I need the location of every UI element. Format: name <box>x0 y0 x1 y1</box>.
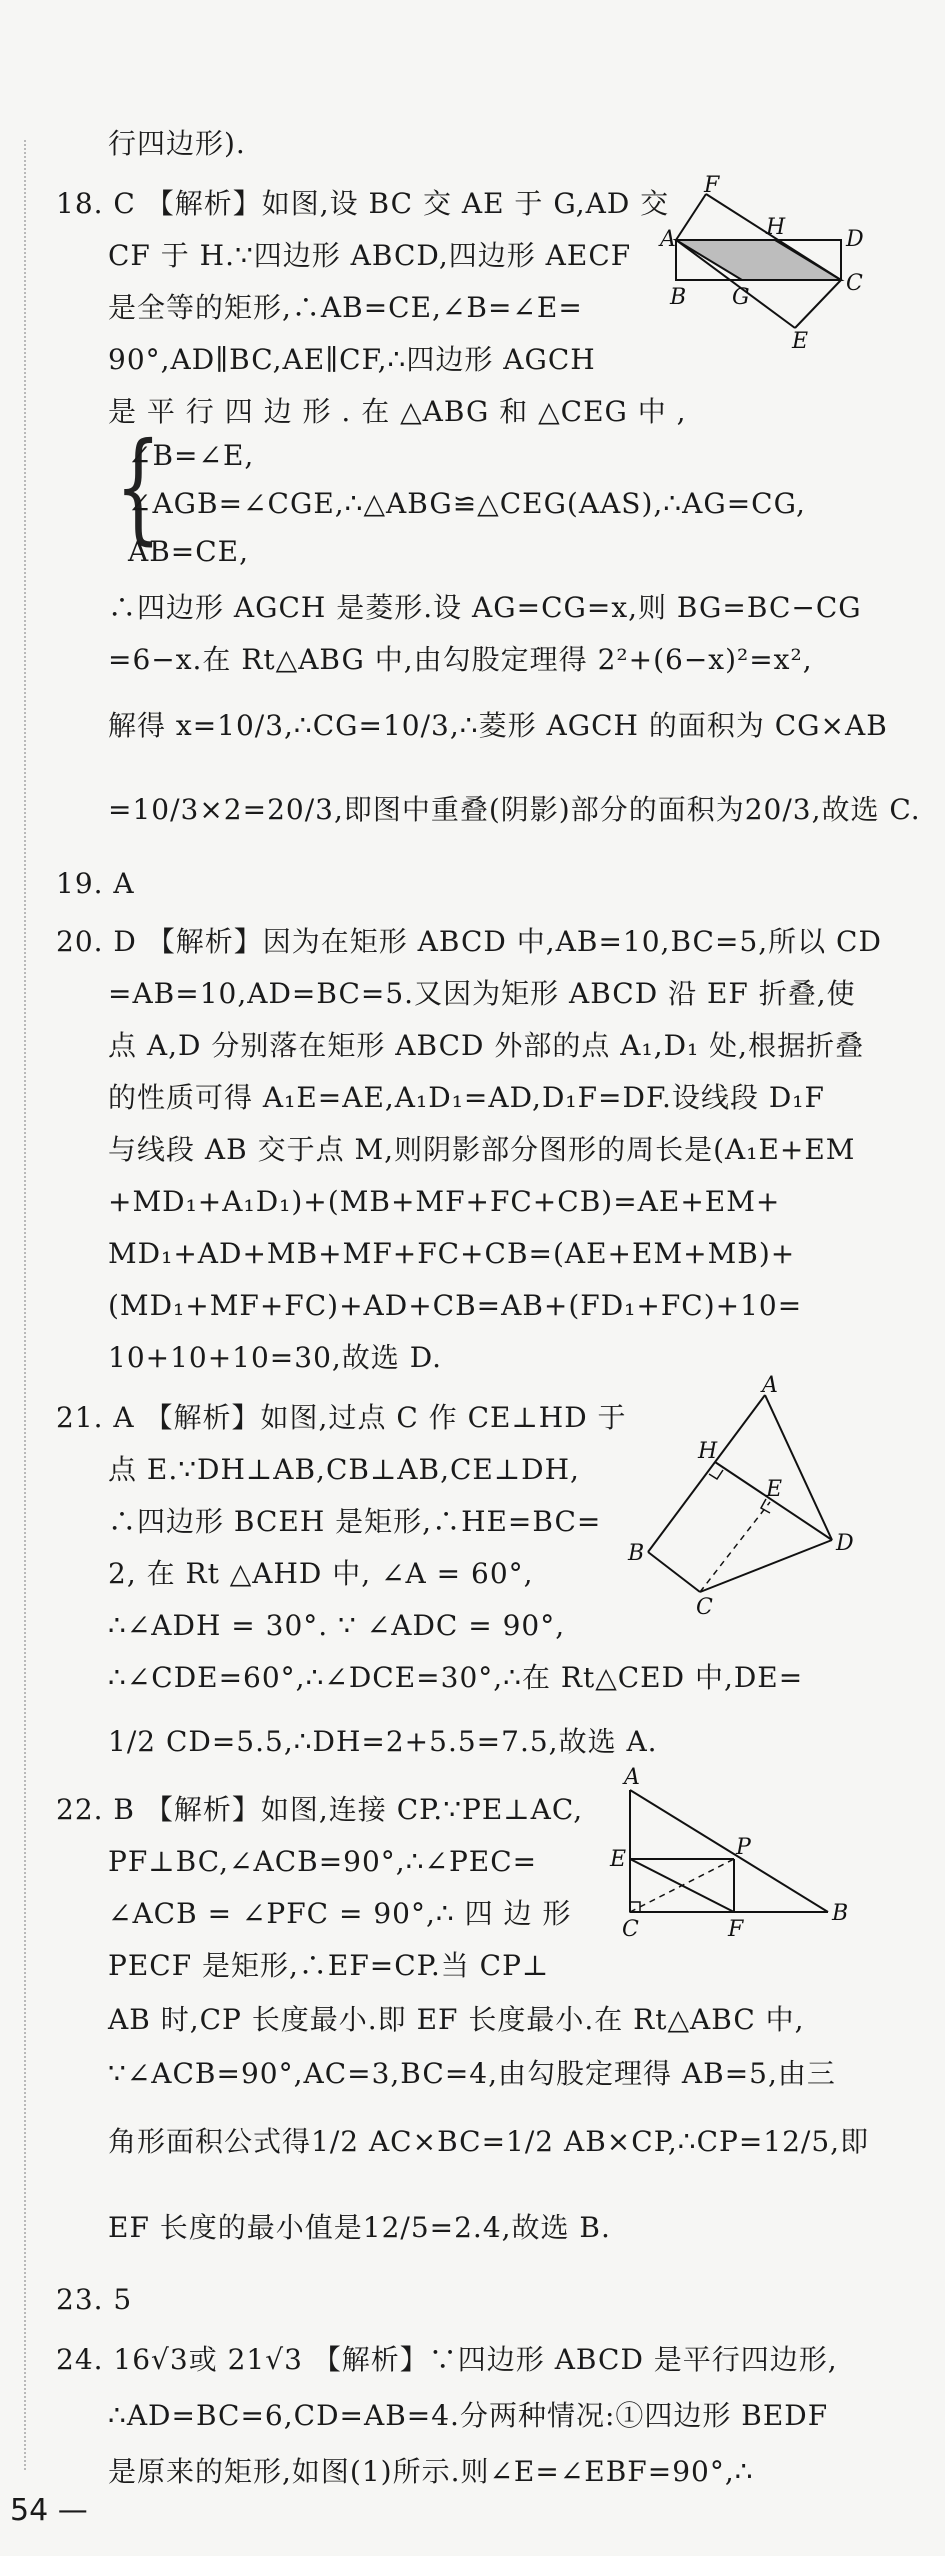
q18-system-line: ∠AGB=∠CGE,∴△ABG≌△CEG(AAS),∴AG=CG, <box>128 487 806 520</box>
q22-line: ∠ACB = ∠PFC = 90°,∴ 四 边 形 <box>108 1897 572 1930</box>
q20-line: 点 A,D 分别落在矩形 ABCD 外部的点 A₁,D₁ 处,根据折叠 <box>108 1029 865 1062</box>
binding-margin-line <box>24 140 26 2470</box>
q22-line: AB 时,CP 长度最小.即 EF 长度最小.在 Rt△ABC 中, <box>108 2003 805 2036</box>
q22-line: EF 长度的最小值是12/5=2.4,故选 B. <box>108 2211 611 2244</box>
q18-line: 是全等的矩形,∴AB=CE,∠B=∠E= <box>108 291 583 324</box>
fig18-label: E <box>792 329 809 354</box>
q24-line: 是原来的矩形,如图(1)所示.则∠E=∠EBF=90°,∴ <box>108 2455 754 2488</box>
figure-q22 <box>600 1765 860 1945</box>
q22-line: ∵∠ACB=90°,AC=3,BC=4,由勾股定理得 AB=5,由三 <box>108 2057 836 2090</box>
q18-line: ∴四边形 AGCH 是菱形.设 AG=CG=x,则 BG=BC−CG <box>108 591 862 624</box>
q18-line: =6−x.在 Rt△ABG 中,由勾股定理得 2²+(6−x)²=x², <box>108 643 813 676</box>
q21-line: ∴∠ADH = 30°. ∵ ∠ADC = 90°, <box>108 1609 566 1642</box>
q22-line: PF⊥BC,∠ACB=90°,∴∠PEC= <box>108 1845 538 1878</box>
fig22-label: E <box>610 1847 627 1872</box>
q24-line: ∴AD=BC=6,CD=AB=4.分两种情况:①四边形 BEDF <box>108 2399 829 2432</box>
fig18-label: A <box>660 227 676 252</box>
q18-system-line: AB=CE, <box>128 535 250 568</box>
fig21-label: E <box>766 1477 783 1502</box>
fig18-label: H <box>766 215 786 240</box>
q21-line: 2, 在 Rt △AHD 中, ∠A = 60°, <box>108 1557 534 1590</box>
q20-line: 的性质可得 A₁E=AE,A₁D₁=AD,D₁F=DF.设线段 D₁F <box>108 1081 825 1114</box>
figure-q21 <box>620 1373 860 1620</box>
q21-line: ∴∠CDE=60°,∴∠DCE=30°,∴在 Rt△CED 中,DE= <box>108 1661 804 1694</box>
fig21-label: C <box>696 1595 713 1620</box>
fig22-label: B <box>832 1901 849 1926</box>
q20-line: 20. D 【解析】因为在矩形 ABCD 中,AB=10,BC=5,所以 CD <box>56 925 882 958</box>
fig21-label: B <box>628 1541 645 1566</box>
figure-q18 <box>660 173 864 355</box>
q18-line: 解得 x=10/3,∴CG=10/3,∴菱形 AGCH 的面积为 CG×AB <box>108 709 888 742</box>
q20-line: (MD₁+MF+FC)+AD+CB=AB+(FD₁+FC)+10= <box>108 1289 803 1322</box>
q21-line: 21. A 【解析】如图,过点 C 作 CE⊥HD 于 <box>56 1401 627 1434</box>
fig18-label: D <box>846 227 864 252</box>
q18-line: 90°,AD∥BC,AE∥CF,∴四边形 AGCH <box>108 343 596 376</box>
q18-line: 18. C 【解析】如图,设 BC 交 AE 于 G,AD 交 <box>56 187 670 220</box>
fig22-label: F <box>728 1917 744 1942</box>
q20-line: =AB=10,AD=BC=5.又因为矩形 ABCD 沿 EF 折叠,使 <box>108 977 856 1010</box>
q20-line: 10+10+10=30,故选 D. <box>108 1341 443 1374</box>
line: 行四边形). <box>108 127 246 160</box>
fig21-label: H <box>698 1439 718 1464</box>
page-number: 54 — <box>10 2493 88 2528</box>
q22-line: 22. B 【解析】如图,连接 CP.∵PE⊥AC, <box>56 1793 584 1826</box>
fig21-label: D <box>836 1531 854 1556</box>
fig22-label: C <box>622 1917 639 1942</box>
q21-line: 点 E.∵DH⊥AB,CB⊥AB,CE⊥DH, <box>108 1453 580 1486</box>
q18-line: 是 平 行 四 边 形 . 在 △ABG 和 △CEG 中 , <box>108 395 687 428</box>
q18-line: =10/3×2=20/3,即图中重叠(阴影)部分的面积为20/3,故选 C. <box>108 793 921 826</box>
q19-line: 19. A <box>56 867 135 900</box>
fig18-label: B <box>670 285 687 310</box>
system-brace: { <box>115 418 162 557</box>
q22-line: PECF 是矩形,∴EF=CP.当 CP⊥ <box>108 1949 550 1982</box>
fig18-label: F <box>704 173 720 198</box>
q21-line: 1/2 CD=5.5,∴DH=2+5.5=7.5,故选 A. <box>108 1725 658 1758</box>
fig22-label: P <box>736 1835 751 1860</box>
q22-line: 角形面积公式得1/2 AC×BC=1/2 AB×CP,∴CP=12/5,即 <box>108 2125 870 2158</box>
q24-line: 24. 16√3或 21√3 【解析】∵四边形 ABCD 是平行四边形, <box>56 2343 838 2376</box>
q18-system-line: ∠B=∠E, <box>128 439 255 472</box>
q20-line: +MD₁+A₁D₁)+(MB+MF+FC+CB)=AE+EM+ <box>108 1185 781 1218</box>
q18-line: CF 于 H.∵四边形 ABCD,四边形 AECF <box>108 239 632 272</box>
fig18-label: C <box>846 271 863 296</box>
fig21-label: A <box>762 1373 778 1398</box>
q20-line: MD₁+AD+MB+MF+FC+CB=(AE+EM+MB)+ <box>108 1237 796 1270</box>
q23-line: 23. 5 <box>56 2283 133 2316</box>
fig22-label: A <box>624 1765 640 1790</box>
q21-line: ∴四边形 BCEH 是矩形,∴HE=BC= <box>108 1505 602 1538</box>
fig18-label: G <box>732 285 750 310</box>
q20-line: 与线段 AB 交于点 M,则阴影部分图形的周长是(A₁E+EM <box>108 1133 856 1166</box>
